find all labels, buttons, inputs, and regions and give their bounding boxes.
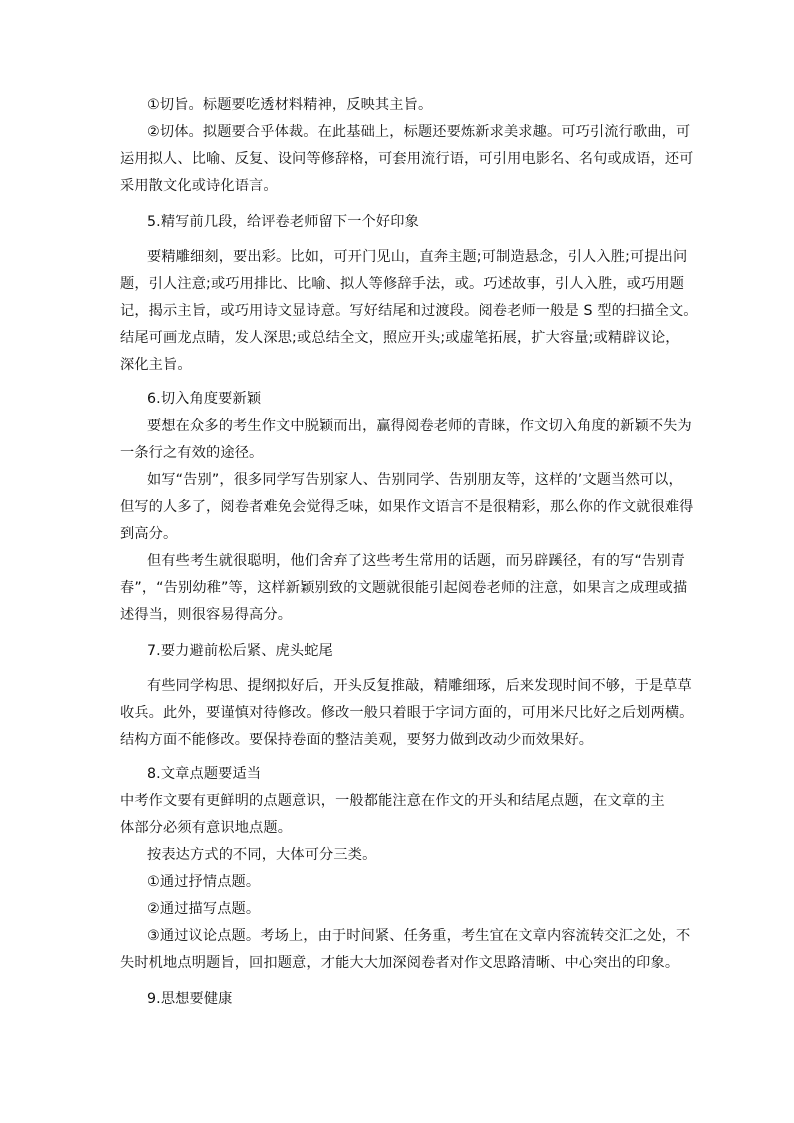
text-line: 有些同学构思、提纲拟好后，开头反复推敲，精雕细琢，后来发现时间不够，于是草草 — [147, 678, 692, 694]
text-line: 如写“告别”，很多同学写告别家人、告别同学、告别朋友等，这样的’文题当然可以， — [147, 472, 683, 488]
text-line: 结构方面不能修改。要保持卷面的整洁美观，要努力做到改动少而效果好。 — [120, 732, 594, 748]
section-heading: 6.切入角度要新颖 — [147, 391, 262, 407]
text-line: 述得当，则很容易得高分。 — [120, 607, 293, 623]
text-line: ①通过抒情点题。 — [147, 874, 261, 890]
text-line: 体部分必须有意识地点题。 — [120, 820, 293, 836]
text-line: 题，引人注意;或巧用排比、比喻、拟人等修辞手法，或。巧述故事，引人入胜，或巧用题 — [120, 276, 685, 292]
text-line: 结尾可画龙点睛，发人深思;或总结全文，照应开头;或虚笔拓展，扩大容量;或精辟议论， — [120, 330, 680, 346]
text-line: 运用拟人、比喻、反复、设问等修辞格，可套用流行语，可引用电影名、名句或成语，还可 — [120, 151, 694, 167]
text-line: 收兵。此外，要谨慎对待修改。修改一般只着眼于字词方面的，可用米尺比好之后划两横。 — [120, 705, 694, 721]
text-line: 春”，“告别幼稚”等，这样新颖别致的文题就很能引起阅卷老师的注意，如果言之成理或描 — [120, 580, 688, 596]
text-line: ③通过议论点题。考场上，由于时间紧、任务重，考生宜在文章内容流转交汇之处，不 — [147, 928, 691, 944]
text-line: 按表达方式的不同，大体可分三类。 — [147, 847, 377, 863]
text-line: 记，揭示主旨，或巧用诗文显诗意。写好结尾和过渡段。阅卷老师一般是 S 型的扫描全文。 — [120, 303, 698, 319]
text-line: ②切体。拟题要合乎体裁。在此基础上，标题还要炼新求美求趣。可巧引流行歌曲，可 — [147, 124, 691, 140]
text-line: 一条行之有效的途径。 — [120, 445, 264, 461]
text-line: 采用散文化或诗化语言。 — [120, 178, 278, 194]
text-line: ②通过描写点题。 — [147, 901, 261, 917]
text-line: 要想在众多的考生作文中脱颖而出，赢得阅卷老师的青睐，作文切入角度的新颖不失为 — [147, 418, 692, 434]
text-line: 深化主旨。 — [120, 357, 192, 373]
text-line: ①切旨。标题要吃透材料精神，反映其主旨。 — [147, 97, 433, 113]
section-heading: 8.文章点题要适当 — [147, 766, 262, 782]
text-line: 要精雕细刻，要出彩。比如，可开门见山，直奔主题;可制造悬念，引人入胜;可提出问 — [147, 249, 688, 265]
section-heading: 5.精写前几段，给评卷老师留下一个好印象 — [147, 214, 419, 230]
text-line: 中考作文要有更鲜明的点题意识，一般都能注意在作文的开头和结尾点题，在文章的主 — [120, 793, 665, 809]
section-heading: 7.要力避前松后紧、虎头蛇尾 — [147, 643, 333, 659]
text-line: 但有些考生就很聪明，他们舍弃了这些考生常用的话题，而另辟蹊径，有的写“告别青 — [147, 553, 685, 569]
text-line: 到高分。 — [120, 526, 178, 542]
text-line: 但写的人多了，阅卷者难免会觉得乏味，如果作文语言不是很精彩，那么你的作文就很难得 — [120, 499, 694, 515]
section-heading: 9.思想要健康 — [147, 991, 233, 1007]
text-line: 失时机地点明题旨，回扣题意，才能大大加深阅卷者对作文思路清晰、中心突出的印象。 — [120, 955, 680, 971]
